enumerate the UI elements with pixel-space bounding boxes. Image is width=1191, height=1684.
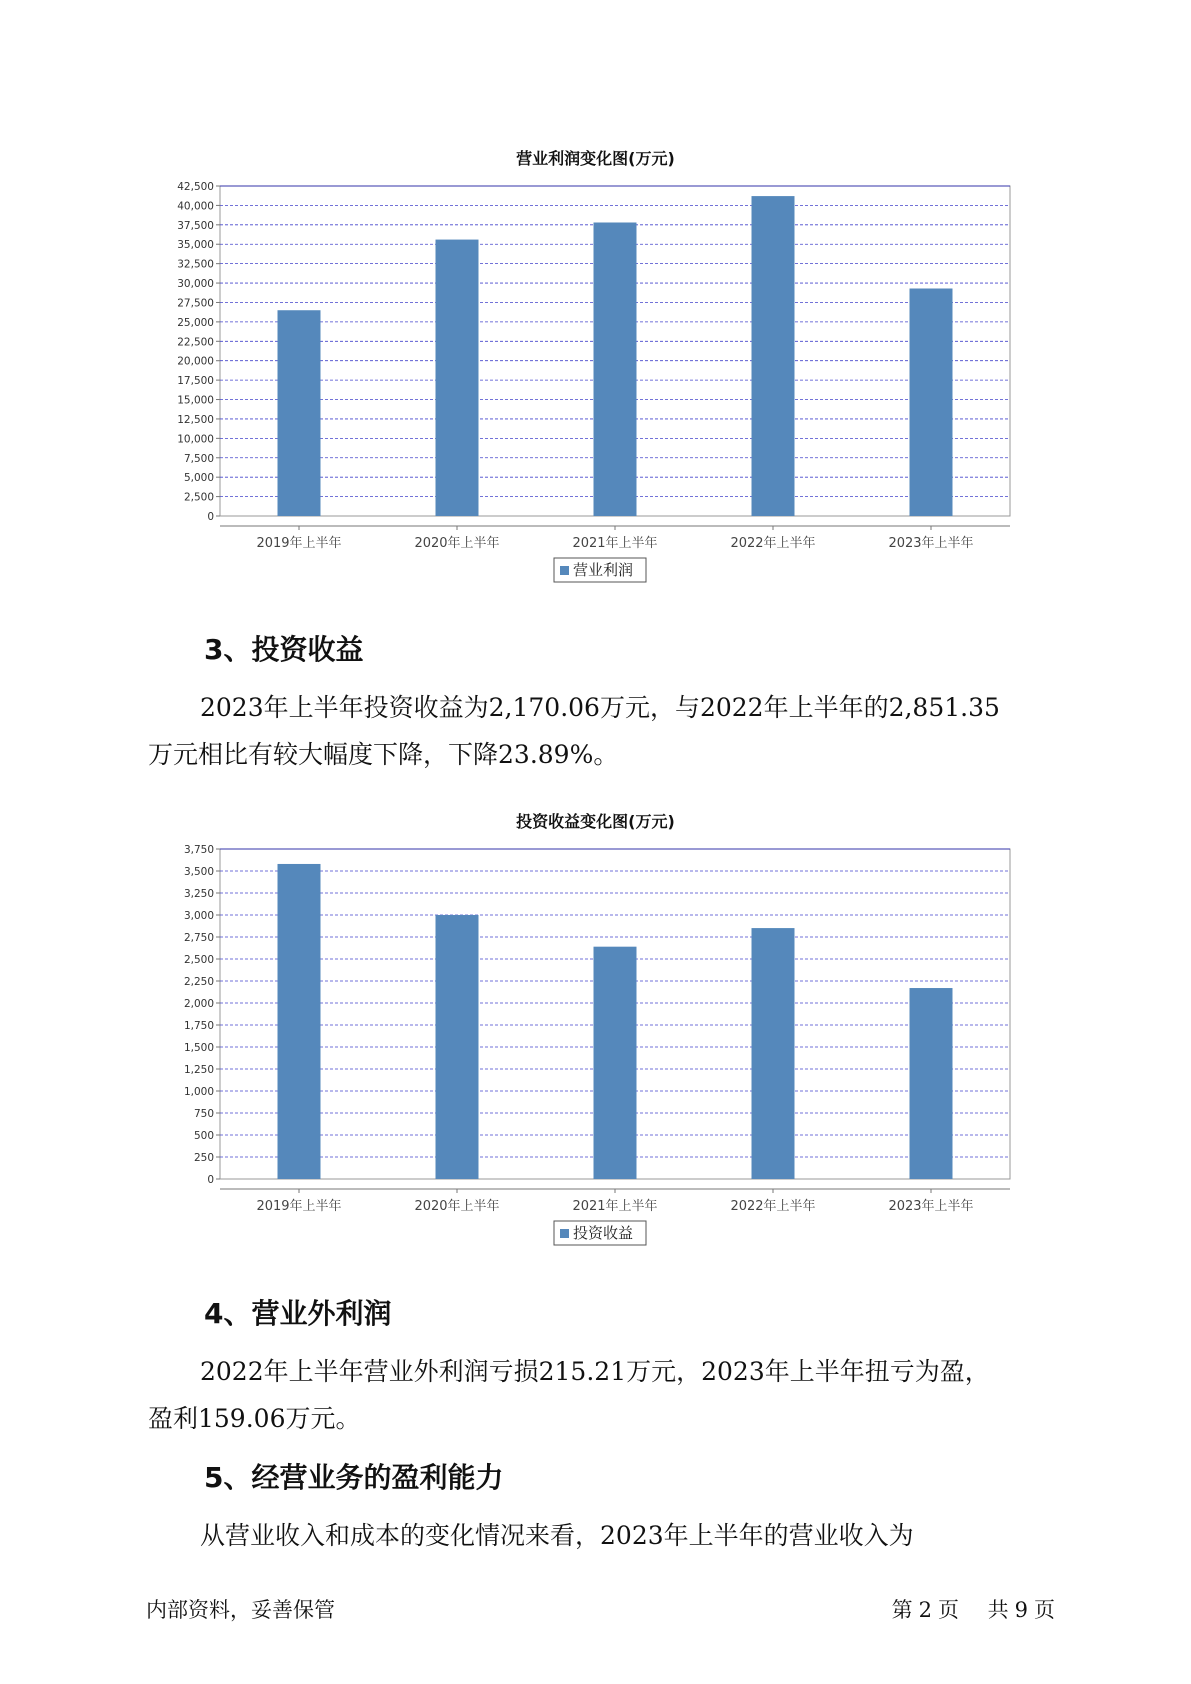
legend-swatch bbox=[560, 1229, 569, 1238]
y-tick-label: 3,000 bbox=[183, 910, 214, 922]
y-tick-label: 12,500 bbox=[177, 413, 214, 426]
x-tick-label: 2023年上半年 bbox=[888, 536, 974, 551]
chart-title-investment-income: 投资收益变化图(万元) bbox=[516, 812, 675, 831]
bar bbox=[594, 947, 637, 1179]
bar bbox=[278, 310, 321, 516]
y-tick-label: 750 bbox=[193, 1108, 214, 1120]
y-tick-label: 2,500 bbox=[183, 954, 214, 966]
y-tick-label: 1,250 bbox=[183, 1064, 214, 1076]
section-4-line-2: 盈利159.06万元。 bbox=[148, 1404, 361, 1433]
y-tick-label: 32,500 bbox=[177, 258, 214, 271]
legend-label: 投资收益 bbox=[573, 1224, 634, 1242]
y-tick-label: 0 bbox=[207, 511, 214, 523]
investment-income-chart bbox=[0, 833, 1191, 1258]
y-tick-label: 35,000 bbox=[177, 239, 214, 252]
y-tick-label: 2,250 bbox=[183, 976, 214, 988]
y-tick-label: 40,000 bbox=[177, 200, 214, 213]
section-3-heading: 3、投资收益 bbox=[204, 633, 364, 666]
section-4-line-1: 2022年上半年营业外利润亏损215.21万元，2023年上半年扭亏为盈， bbox=[200, 1357, 990, 1386]
y-tick-label: 3,750 bbox=[183, 844, 214, 856]
bar bbox=[594, 222, 637, 516]
operating-profit-chart bbox=[0, 170, 1191, 595]
section-5-heading: 5、经营业务的盈利能力 bbox=[204, 1461, 504, 1494]
y-tick-label: 3,500 bbox=[183, 866, 214, 878]
y-tick-label: 7,500 bbox=[183, 452, 214, 465]
y-tick-label: 27,500 bbox=[177, 297, 214, 310]
y-tick-label: 20,000 bbox=[177, 355, 214, 368]
section-4-paragraph bbox=[148, 1348, 1048, 1442]
bar bbox=[752, 928, 795, 1179]
section-5-line-1: 从营业收入和成本的变化情况来看，2023年上半年的营业收入为 bbox=[200, 1521, 914, 1550]
y-tick-label: 1,000 bbox=[183, 1086, 214, 1098]
y-tick-label: 2,000 bbox=[183, 998, 214, 1010]
footer-page-prefix: 第 bbox=[891, 1598, 913, 1622]
y-tick-label: 22,500 bbox=[177, 336, 214, 349]
chart-title-operating-profit: 营业利润变化图(万元) bbox=[516, 149, 675, 168]
bar bbox=[278, 864, 321, 1179]
operating-profit-chart-svg bbox=[0, 170, 1191, 595]
y-tick-label: 37,500 bbox=[177, 219, 214, 232]
bar bbox=[436, 915, 479, 1179]
section-3-line-2: 万元相比有较大幅度下降，下降23.89%。 bbox=[148, 740, 619, 769]
legend bbox=[554, 1221, 646, 1245]
footer-total-number: 9 bbox=[1014, 1598, 1028, 1622]
investment-income-chart-svg bbox=[0, 833, 1191, 1258]
y-tick-label: 25,000 bbox=[177, 316, 214, 329]
x-tick-label: 2019年上半年 bbox=[256, 1199, 342, 1214]
y-tick-label: 2,750 bbox=[183, 932, 214, 944]
x-tick-label: 2022年上半年 bbox=[730, 536, 816, 551]
footer-total-unit: 页 bbox=[1034, 1598, 1055, 1622]
x-tick-label: 2022年上半年 bbox=[730, 1199, 816, 1214]
y-tick-label: 10,000 bbox=[177, 433, 214, 446]
footer-page-number: 2 bbox=[918, 1598, 932, 1622]
bar bbox=[752, 196, 795, 516]
footer-page-info bbox=[886, 1594, 1055, 1624]
section-5-paragraph bbox=[148, 1512, 1048, 1559]
x-tick-label: 2020年上半年 bbox=[414, 1199, 500, 1214]
y-tick-label: 3,250 bbox=[183, 888, 214, 900]
bar bbox=[436, 240, 479, 516]
y-tick-label: 2,500 bbox=[183, 491, 214, 504]
y-tick-label: 1,750 bbox=[183, 1020, 214, 1032]
y-tick-label: 30,000 bbox=[177, 278, 214, 291]
y-tick-label: 250 bbox=[193, 1152, 214, 1164]
footer-total-prefix: 共 bbox=[987, 1598, 1009, 1622]
bar bbox=[910, 288, 953, 516]
x-tick-label: 2019年上半年 bbox=[256, 536, 342, 551]
y-tick-label: 1,500 bbox=[183, 1042, 214, 1054]
y-tick-label: 15,000 bbox=[177, 394, 214, 407]
section-3-paragraph bbox=[148, 684, 1048, 778]
section-3-line-1: 2023年上半年投资收益为2,170.06万元，与2022年上半年的2,851.35 bbox=[200, 693, 1000, 722]
y-tick-label: 17,500 bbox=[177, 375, 214, 388]
footer-page-unit: 页 bbox=[937, 1598, 959, 1622]
x-tick-label: 2023年上半年 bbox=[888, 1199, 974, 1214]
x-tick-label: 2021年上半年 bbox=[572, 536, 658, 551]
x-tick-label: 2020年上半年 bbox=[414, 536, 500, 551]
y-tick-label: 42,500 bbox=[177, 181, 214, 193]
legend-label: 营业利润 bbox=[573, 561, 634, 579]
bar bbox=[910, 988, 953, 1179]
footer-confidential-note: 内部资料，妥善保管 bbox=[146, 1598, 335, 1622]
legend-swatch bbox=[560, 566, 569, 575]
y-tick-label: 500 bbox=[193, 1130, 214, 1142]
y-tick-label: 0 bbox=[207, 1174, 214, 1186]
y-tick-label: 5,000 bbox=[183, 472, 214, 485]
section-4-heading: 4、营业外利润 bbox=[204, 1297, 392, 1330]
legend bbox=[554, 558, 646, 582]
x-tick-label: 2021年上半年 bbox=[572, 1199, 658, 1214]
